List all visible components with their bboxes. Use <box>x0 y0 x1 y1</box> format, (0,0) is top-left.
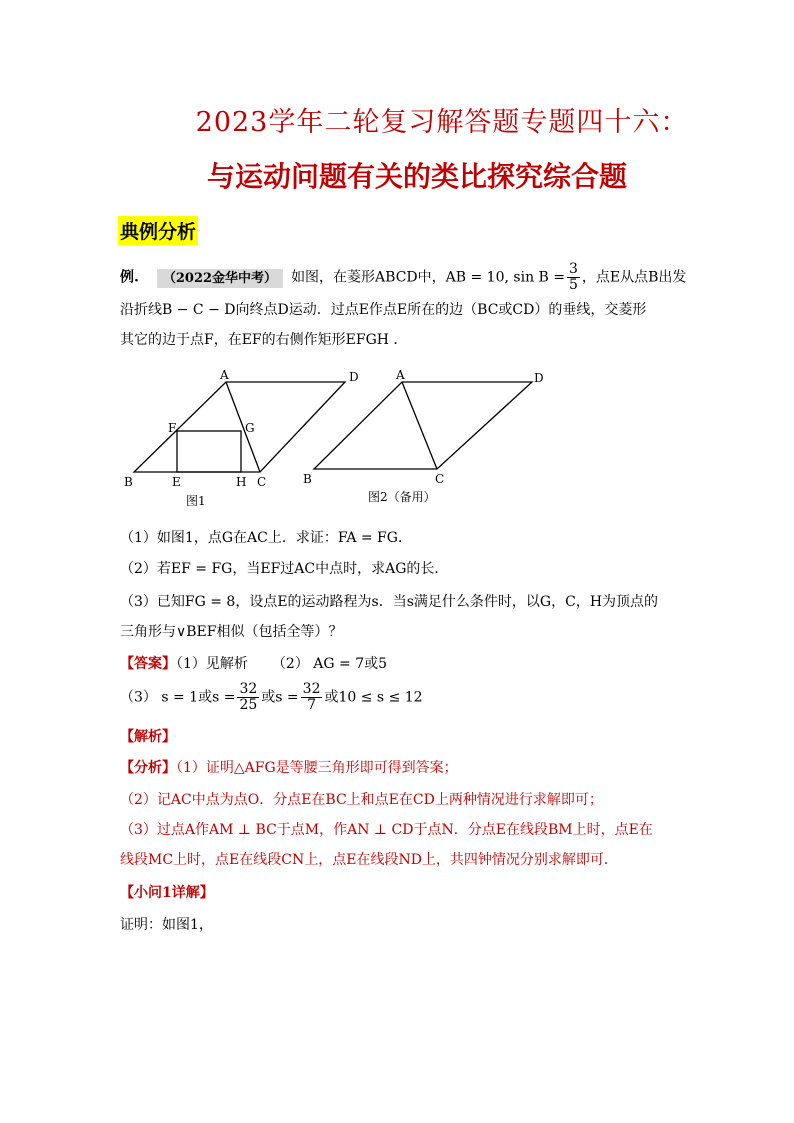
label-c-fig1: C <box>257 475 267 489</box>
label-d-fig1: D <box>349 370 359 384</box>
analysis-line-1 <box>120 758 458 778</box>
analysis-line-3: （3）过点A作AM ⊥ BC于点M，作AN ⊥ CD于点N．分点E在线段BM上时，点E在 <box>120 822 653 838</box>
example-text-1: 如图，在菱形ABCD中，AB = 10, sin B = <box>291 269 565 286</box>
answer-fraction-1: $\frac{32}{25}$ <box>239 681 258 713</box>
example-label: 例. <box>120 269 139 286</box>
label-a-fig2: A <box>396 368 405 382</box>
label-d-fig2: D <box>534 371 544 385</box>
sin-fraction: $\frac{3}{5}$ <box>569 261 578 293</box>
answer-part-3-suffix: 或10 ≤ s ≤ 12 <box>324 689 423 706</box>
example-line-2: 沿折线B − C − D向终点D运动．过点E作点E所在的边（BC或CD）的垂线，交菱形 <box>120 302 647 318</box>
rhombus-abcd-fig1 <box>134 382 345 472</box>
answer-fraction-2: $\frac{32}{7}$ <box>302 681 321 713</box>
rectangle-efgh <box>177 431 241 472</box>
label-a-fig1: A <box>220 368 229 382</box>
section-heading: 典例分析 <box>118 216 198 245</box>
diagonal-ac-fig1 <box>226 382 260 472</box>
label-b-fig1: B <box>124 475 133 489</box>
example-text-2: ，点E从点B出发 <box>581 269 687 286</box>
label-c-fig2: C <box>435 472 445 486</box>
diagonal-ac-fig2 <box>402 382 437 469</box>
question-2: （2）若EF = FG，当EF过AC中点时，求AG的长． <box>120 561 449 577</box>
example-line-1 <box>120 262 686 293</box>
question-3: （3）已知FG = 8，设点E的运动路程为s．当s满足什么条件时，以G，C，H为顶点的 <box>120 594 659 610</box>
document-subtitle: 与运动问题有关的类比探究综合题 <box>206 160 627 193</box>
figure-2-caption: 图2（备用） <box>368 490 436 504</box>
label-h-fig1: H <box>236 475 247 489</box>
question-1: （1）如图1，点G在AC上．求证：FA = FG． <box>120 530 412 546</box>
figure-1-caption: 图1 <box>186 494 206 508</box>
label-f-fig1: F <box>168 421 177 435</box>
rhombus-abcd-fig2 <box>314 382 532 469</box>
proof-start: 证明：如图1， <box>120 917 213 933</box>
answer-part-1: （1）见解析 <box>176 656 248 672</box>
example-line-3: 其它的边于点F，在EF的右侧作矩形EFGH ． <box>120 332 408 348</box>
answer-line-2 <box>120 682 423 713</box>
source-tag: （2022金华中考） <box>157 269 283 288</box>
answer-part-3-mid: 或s = <box>261 689 299 706</box>
answer-line-1 <box>120 654 387 674</box>
question-3-cont: 三角形与∨BEF相似（包括全等）？ <box>120 624 343 640</box>
label-b-fig2: B <box>303 472 312 486</box>
answer-tag: 【答案】 <box>120 656 176 672</box>
label-g-fig1: G <box>245 421 255 435</box>
analysis-text-1: （1）证明△AFG是等腰三角形即可得到答案； <box>176 760 458 776</box>
figure-1 <box>124 368 359 508</box>
label-e-fig1: E <box>172 475 181 489</box>
analysis-line-2: （2）记AC中点为点O．分点E在BC上和点E在CD上两种情况进行求解即可； <box>120 792 603 808</box>
analysis-line-4: 线段MC上时，点E在线段CN上，点E在线段ND上，共四钟情况分别求解即可． <box>120 852 618 868</box>
document-title: 2023学年二轮复习解答题专题四十六： <box>195 107 689 138</box>
answer-part-2: （2） AG = 7或5 <box>271 656 388 672</box>
analysis-tag: 【分析】 <box>120 760 176 776</box>
detail-heading: 【小问1详解】 <box>120 885 214 901</box>
analysis-heading: 【解析】 <box>120 729 176 745</box>
geometry-figures <box>110 362 570 512</box>
answer-part-3-prefix: （3） s = 1或s = <box>120 689 236 706</box>
